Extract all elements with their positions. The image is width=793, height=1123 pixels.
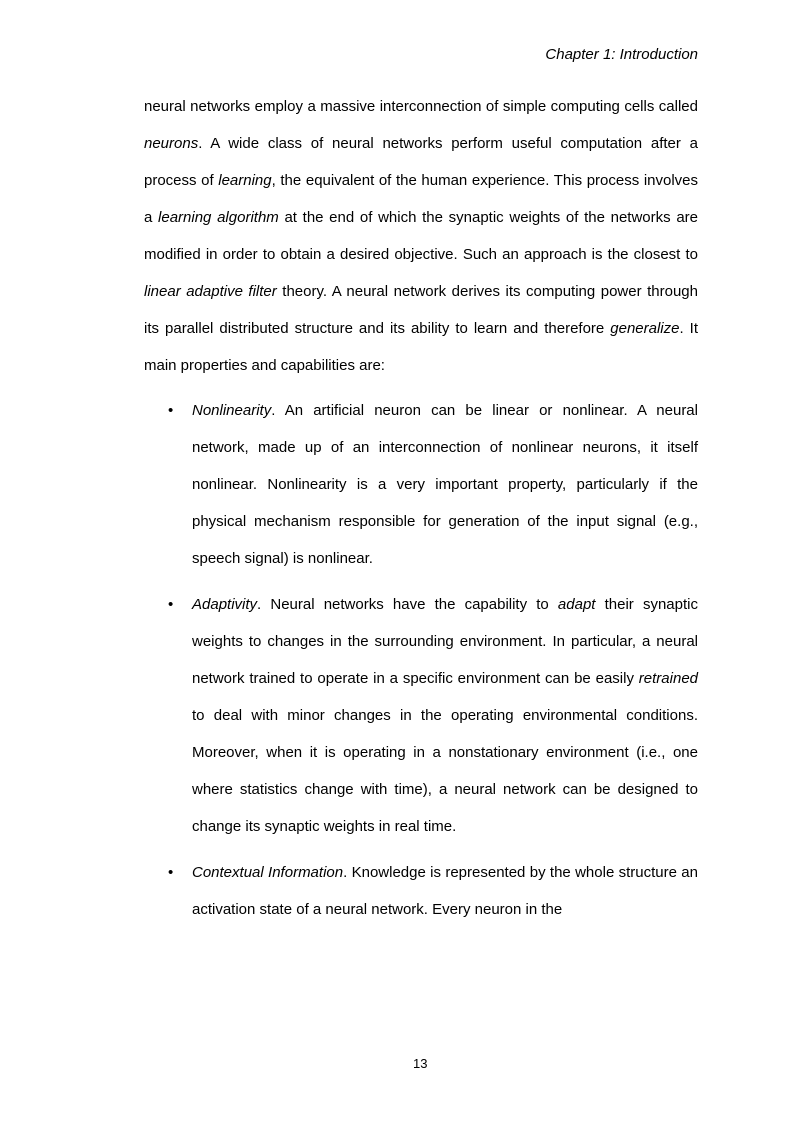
bullet-icon: •: [168, 864, 174, 881]
bullet-text: . An artificial neuron can be linear or nonlinear. A neural network, made up of an interconnection of nonlinear neurons, it itself nonlinear. Nonlinearity is a very important property, particularly if the physical mechanism responsible for generation of the input signal (e.g., speech signal) is nonlinear.: [192, 402, 698, 567]
intro-text: , the equivalent of the human experience. This process involves a: [144, 172, 699, 226]
page-number: 13: [413, 1056, 428, 1071]
bullet-icon: •: [168, 402, 174, 419]
bullet-term: Adaptivity: [192, 596, 258, 613]
intro-emphasis: learning: [218, 172, 272, 189]
intro-emphasis: generalize: [610, 320, 680, 337]
intro-emphasis: neurons: [144, 135, 199, 152]
body-text: [144, 88, 698, 928]
bullet-text: their synaptic weights to changes in the surrounding environment. In particular, a neural network trained to operate in a specific environment can be easily: [192, 596, 698, 687]
properties-list: [144, 392, 698, 928]
list-item-nonlinearity: [144, 392, 698, 577]
intro-paragraph: [144, 88, 698, 384]
bullet-term: Contextual Information: [192, 864, 344, 881]
intro-text: . A wide class of neural networks perform useful computation after a process of: [144, 135, 698, 189]
intro-text: neural networks employ a massive interconnection of simple computing cells called: [144, 98, 698, 115]
running-header: Chapter 1: Introduction: [545, 46, 698, 63]
list-item-contextual-information: [144, 854, 698, 928]
list-item-adaptivity: [144, 586, 698, 845]
intro-text: . It main properties and capabilities are:: [144, 320, 698, 374]
bullet-icon: •: [168, 596, 174, 613]
bullet-text: to deal with minor changes in the operating environmental conditions. Moreover, when it is operating in a nonstationary environment (i.e., one where statistics change with time), a neural network can be designed to change its synaptic weights in real time.: [192, 707, 698, 835]
intro-text: at the end of which the synaptic weights of the networks are modified in order to obtain a desired objective. Such an approach is the closest to: [144, 209, 699, 263]
bullet-emphasis: adapt: [557, 596, 596, 613]
bullet-emphasis: retrained: [638, 670, 698, 687]
intro-text: theory. A neural network derives its computing power through its parallel distributed structure and its ability to learn and therefore: [144, 283, 698, 337]
bullet-text: . Knowledge is represented by the whole structure an activation state of a neural network. Every neuron in the: [192, 864, 698, 918]
intro-emphasis: linear adaptive filter: [144, 283, 277, 300]
bullet-text: . Neural networks have the capability to: [257, 596, 558, 613]
bullet-term: Nonlinearity: [192, 402, 272, 419]
intro-emphasis: learning algorithm: [158, 209, 279, 226]
